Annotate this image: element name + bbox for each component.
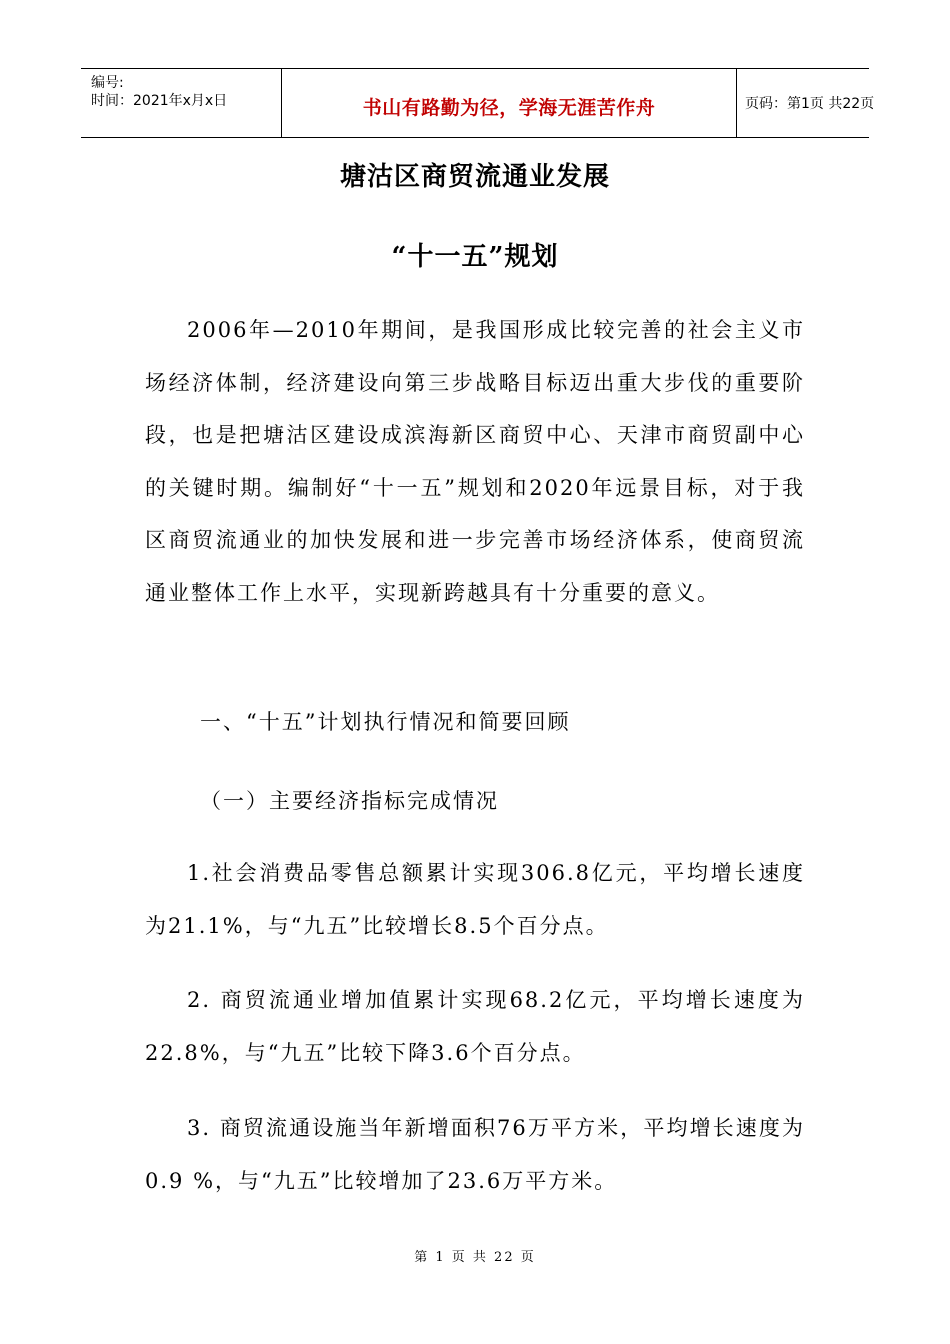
indicator-item-2: 2. 商贸流通业增加值累计实现68.2亿元，平均增长速度为22.8%，与“九五”比较下降3.6个百分点。 (145, 988, 805, 1065)
time-label: 时间：2021年x月x日 (91, 93, 228, 109)
document-header (81, 68, 875, 138)
intro-paragraph: 2006年—2010年期间，是我国形成比较完善的社会主义市场经济体制，经济建设向第三步战略目标迈出重大步伐的重要阶段，也是把塘沽区建设成滨海新区商贸中心、天津市商贸副中心的关键时期。编制好“十一五”规划和2020年远景目标，对于我区商贸流通业的加快发展和进一步完善市场经济体系，使商贸流通业整体工作上水平，实现新跨越具有十分重要的意义。 (145, 318, 805, 605)
indicator-item-1: 1.社会消费品零售总额累计实现306.8亿元，平均增长速度为21.1%，与“九五”比较增长8.5个百分点。 (145, 861, 805, 938)
header-meta-cell (81, 69, 282, 137)
subsection-heading: （一）主要经济指标完成情况 (200, 789, 499, 813)
number-label: 编号: (91, 75, 124, 91)
motto-text: 书山有路勤为径，学海无涯苦作舟 (362, 97, 656, 119)
header-page-cell (737, 69, 875, 137)
document-title: 塘沽区商贸流通业发展 (339, 162, 610, 192)
section-heading: 一、“十五”计划执行情况和简要回顾 (200, 710, 571, 734)
page-info: 页码：第1页 共22页 (745, 96, 875, 112)
header-motto-cell (282, 69, 737, 137)
document-subtitle: “十一五”规划 (391, 242, 559, 272)
page-footer: 第 1 页 共 22 页 (414, 1250, 536, 1265)
indicator-item-3: 3. 商贸流通设施当年新增面积76万平方米，平均增长速度为0.9 %，与“九五”比较增加了23.6万平方米。 (145, 1116, 805, 1193)
